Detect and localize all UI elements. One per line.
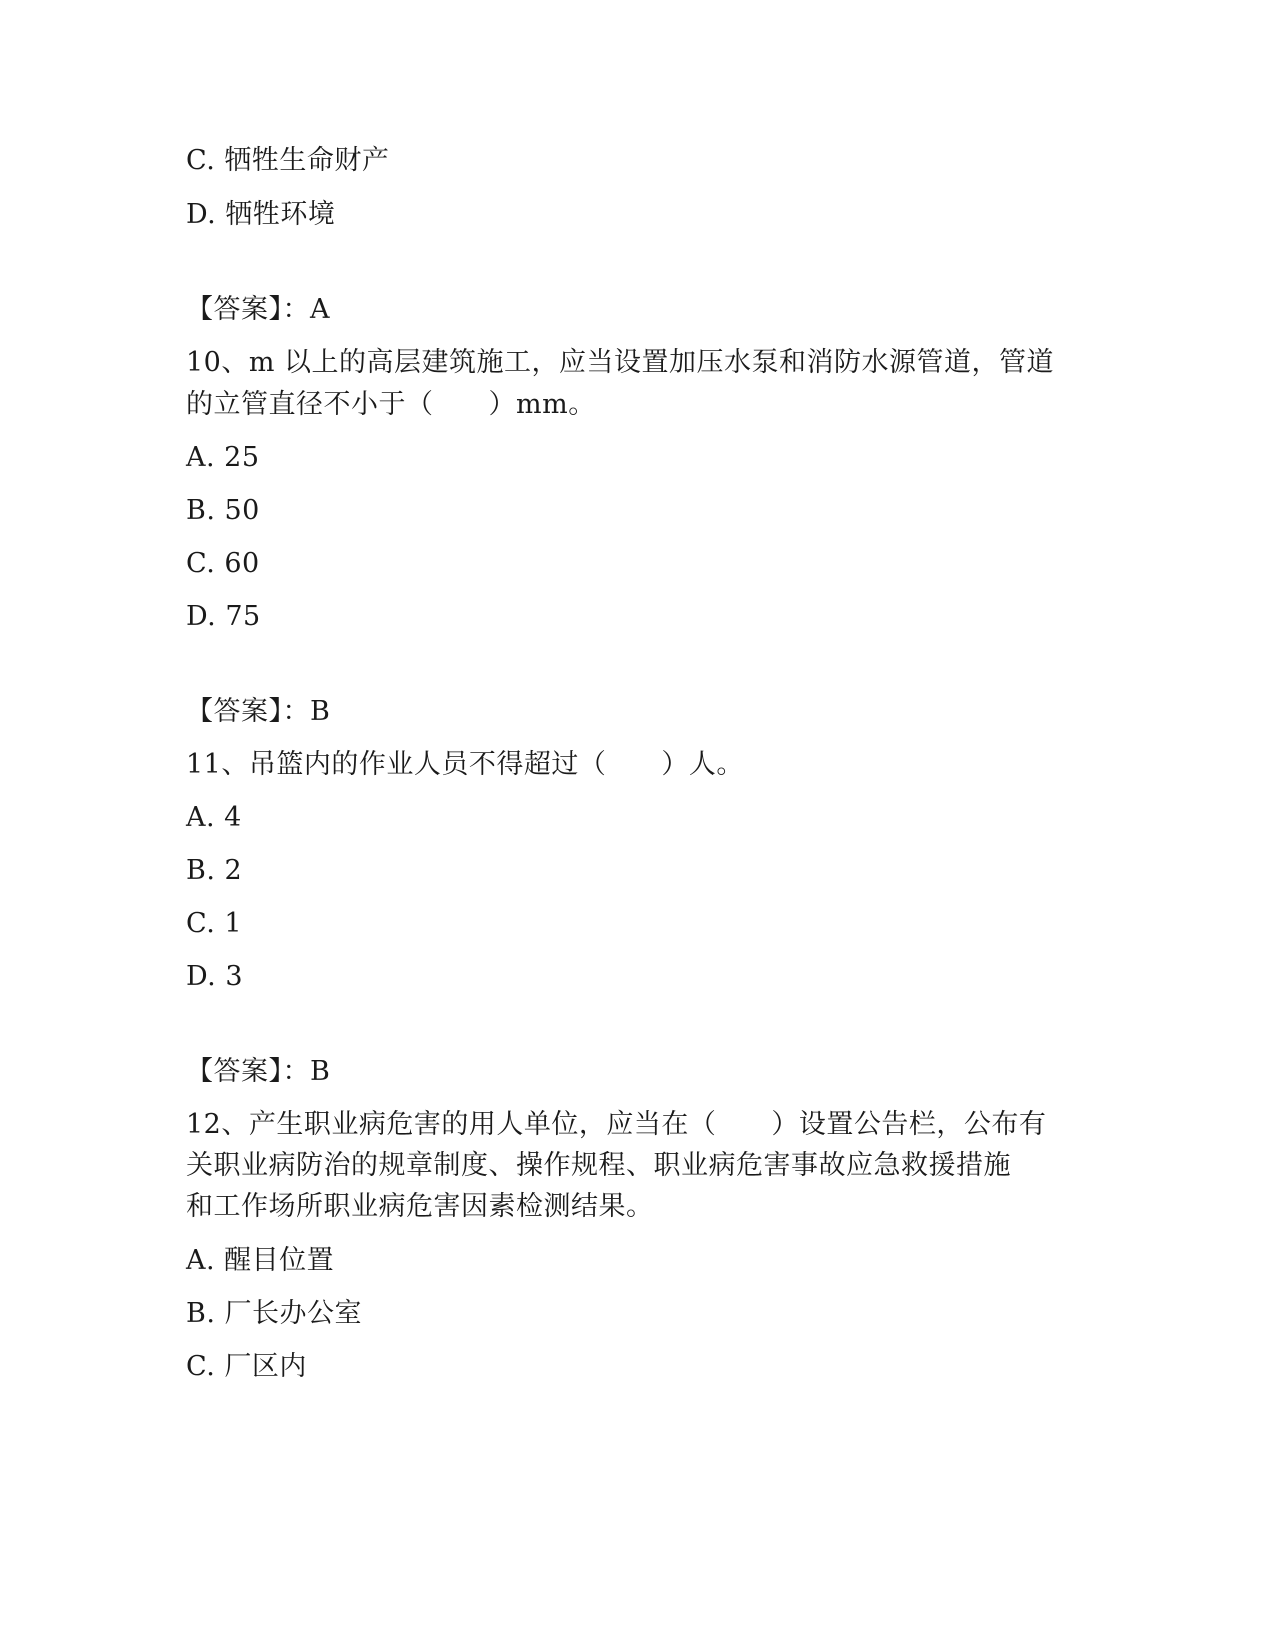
q10-option-d: D. 75	[186, 601, 261, 632]
q10-answer: 【答案】：B	[186, 696, 331, 727]
q9-option-d: D. 牺牲环境	[186, 199, 336, 230]
q9-answer: 【答案】：A	[186, 294, 330, 325]
q10-stem-line-2: 的立管直径不小于（ ）mm。	[186, 389, 596, 420]
q11-option-b: B. 2	[186, 855, 243, 886]
q12-stem-line-3: 和工作场所职业病危害因素检测结果。	[186, 1191, 654, 1222]
q11-option-c: C. 1	[186, 908, 243, 939]
q12-stem-line-1: 12、产生职业病危害的用人单位，应当在（ ）设置公告栏，公布有	[186, 1109, 1047, 1140]
q10-option-b: B. 50	[186, 495, 260, 526]
q10-stem-line-1: 10、m 以上的高层建筑施工，应当设置加压水泵和消防水源管道，管道	[186, 347, 1055, 378]
q12-option-b: B. 厂长办公室	[186, 1298, 363, 1329]
q11-answer: 【答案】：B	[186, 1056, 331, 1087]
q10-option-a: A. 25	[186, 442, 260, 473]
q11-option-d: D. 3	[186, 961, 244, 992]
q12-option-a: A. 醒目位置	[186, 1245, 335, 1276]
q9-option-c: C. 牺牲生命财产	[186, 145, 390, 176]
q12-option-c: C. 厂区内	[186, 1351, 307, 1382]
q12-stem-line-2: 关职业病防治的规章制度、操作规程、职业病危害事故应急救援措施	[186, 1150, 1011, 1181]
q11-option-a: A. 4	[186, 802, 242, 833]
q11-stem: 11、吊篮内的作业人员不得超过（ ）人。	[186, 749, 744, 780]
q10-option-c: C. 60	[186, 548, 260, 579]
